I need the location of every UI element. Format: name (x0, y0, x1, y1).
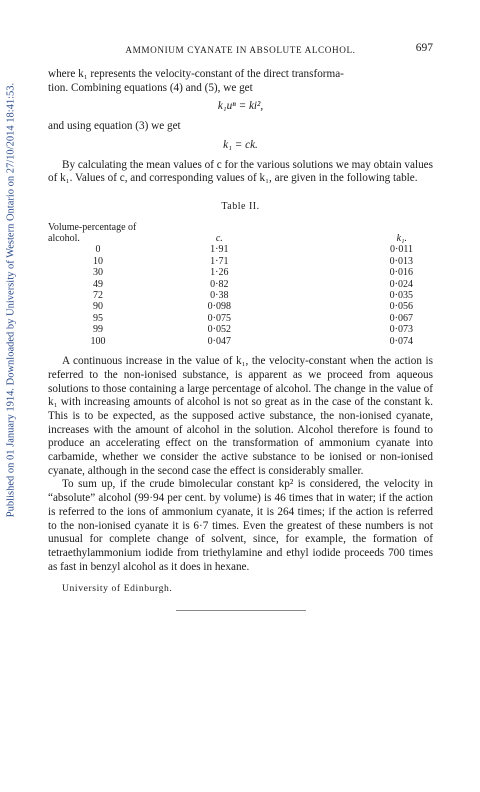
affiliation: University of Edinburgh. (62, 583, 173, 595)
running-header (48, 42, 433, 60)
table-row (48, 290, 433, 301)
intro-paragraph: By calculating the mean values of c for the various solutions we may obtain values of k₁. Values of c, and corresponding values of k₁, are given in the following table. (48, 158, 433, 185)
cell-c: 0·052 (207, 324, 231, 336)
cell-k1: 0·073 (389, 324, 413, 336)
cell-volume: 90 (93, 301, 104, 313)
cell-volume: 30 (93, 267, 104, 279)
cell-k1: 0·074 (389, 335, 413, 347)
cell-k1: 0·067 (389, 312, 413, 324)
cell-k1: 0·056 (389, 301, 413, 313)
closing-rule (176, 610, 306, 611)
body-paragraph-2: To sum up, if the crude bimolecular constant kp² is considered, the velocity in “absolute” alcohol (99·94 per cent. by volume) is 46 times that in water; if the action is referred to the ions of ammonium cyanate, it is 264 times; if the action is referred to the non-ionised cyanate it is 6·7 times. Even the greatest of these numbers is not unusual for complete change of solvent, since, for example, the formation of tetraethylammonium iodide from triethylamine and ethyl iodide proceeds 700 times as fast in benzyl alcohol as it does in hexane. (48, 478, 433, 573)
cell-volume: 100 (90, 335, 106, 347)
cell-k1: 0·011 (390, 244, 413, 256)
cell-c: 1·26 (210, 267, 229, 279)
page-number: 697 (415, 42, 433, 54)
table-row (48, 244, 433, 255)
table-row (48, 336, 433, 347)
cell-volume: 49 (93, 278, 104, 290)
cell-volume: 95 (93, 312, 104, 324)
side-stamp-text: Published on 01 January 1914. Downloaded by University of Western Ontario on 27/10/2014 18:41:53. (5, 82, 17, 518)
table-header-row (48, 222, 433, 245)
cell-k1: 0·024 (389, 278, 413, 290)
cell-volume: 0 (95, 244, 101, 256)
header-c: c. (215, 233, 223, 245)
table-title: Table II. (221, 200, 260, 212)
equation-1: k₁uⁿ = ki², (217, 100, 264, 113)
page (48, 42, 433, 611)
table-row (48, 279, 433, 290)
table-row (48, 324, 433, 335)
cell-c: 0·098 (207, 301, 231, 313)
header-k1: k₁. (396, 233, 407, 245)
cell-c: 1·71 (210, 255, 229, 267)
side-stamp (0, 0, 22, 792)
cell-c: 1·91 (210, 244, 229, 256)
cell-volume: 10 (93, 255, 104, 267)
cell-c: 0·38 (210, 290, 229, 302)
cell-c: 0·82 (210, 278, 229, 290)
cell-k1: 0·016 (389, 267, 413, 279)
intro-line-3: and using equation (3) we get (48, 120, 181, 133)
cell-c: 0·075 (207, 312, 231, 324)
data-table (48, 222, 433, 347)
table-row (48, 301, 433, 312)
body-paragraph-1: A continuous increase in the value of k₁, the velocity-constant when the action is referred to the non-ionised substance, is apparent as we proceed from aqueous solutions to those containing a large percentage of alcohol. The change in the value of k₁ with increasing amounts of alcohol is not so great as in the case of the constant k. This is to be expected, as the supposed active substance, the non-ionised cyanate, increases with the amount of alcohol in the solution. Alcohol therefore is found to produce an accelerating effect on the transformation of ammonium cyanate into carbamide, whether we consider the active substance to be ionised or non-ionised cyanate, although in the second case the effect is considerably smaller. (48, 355, 433, 477)
cell-k1: 0·013 (389, 255, 413, 267)
cell-volume: 99 (93, 324, 104, 336)
intro-line-2: tion. Combining equations (4) and (5), we get (48, 81, 253, 94)
header-volume-percentage: Volume-percentage of alcohol. (48, 221, 137, 245)
table-row (48, 256, 433, 267)
cell-c: 0·047 (207, 335, 231, 347)
table-row (48, 267, 433, 278)
running-title: AMMONIUM CYANATE IN ABSOLUTE ALCOHOL. (125, 45, 356, 55)
table-row (48, 313, 433, 324)
cell-volume: 72 (93, 290, 104, 302)
cell-k1: 0·035 (389, 290, 413, 302)
equation-2: k₁ = ck. (223, 138, 258, 151)
intro-line-1: where k₁ represents the velocity-constant of the direct transforma- (48, 68, 344, 80)
